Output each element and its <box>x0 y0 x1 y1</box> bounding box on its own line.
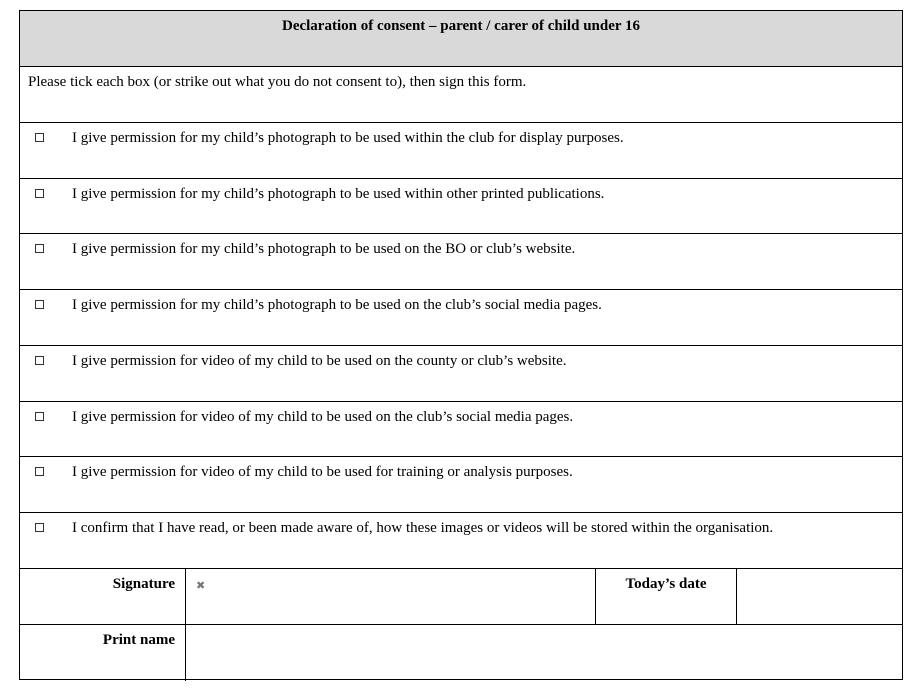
signature-label: Signature <box>20 569 186 624</box>
consent-form <box>19 10 903 680</box>
consent-checkbox[interactable] <box>35 244 44 253</box>
signature-field[interactable] <box>186 569 596 624</box>
consent-row <box>20 346 902 402</box>
consent-row <box>20 123 902 179</box>
instructions-row <box>20 67 902 123</box>
consent-text: I give permission for video of my child to be used for training or analysis purposes. <box>72 464 573 480</box>
consent-checkbox[interactable] <box>35 356 44 365</box>
consent-row <box>20 179 902 234</box>
consent-row <box>20 402 902 457</box>
consent-text: I give permission for my child’s photograph to be used within other printed publications. <box>72 186 605 202</box>
consent-checkbox[interactable] <box>35 523 44 532</box>
consent-text: I give permission for video of my child to be used on the county or club’s website. <box>72 353 567 369</box>
signature-marker-icon: ✖ <box>196 580 206 592</box>
consent-row <box>20 513 902 569</box>
consent-checkbox[interactable] <box>35 189 44 198</box>
date-field[interactable] <box>737 569 902 624</box>
instructions-text: Please tick each box (or strike out what you do not consent to), then sign this form. <box>28 74 527 90</box>
form-header <box>20 11 902 67</box>
consent-text: I give permission for my child’s photograph to be used on the BO or club’s website. <box>72 241 576 257</box>
print-name-row <box>20 625 902 681</box>
consent-checkbox[interactable] <box>35 412 44 421</box>
consent-text: I give permission for video of my child to be used on the club’s social media pages. <box>72 409 574 425</box>
consent-text: I give permission for my child’s photograph to be used within the club for display purposes. <box>72 130 624 146</box>
print-name-field[interactable] <box>186 625 902 681</box>
consent-checkbox[interactable] <box>35 467 44 476</box>
print-name-label: Print name <box>20 625 186 681</box>
consent-text: I confirm that I have read, or been made aware of, how these images or videos will be stored within the organisation. <box>72 520 774 536</box>
consent-checkbox[interactable] <box>35 300 44 309</box>
date-label: Today’s date <box>596 569 737 624</box>
consent-checkbox[interactable] <box>35 133 44 142</box>
consent-row <box>20 457 902 513</box>
consent-row <box>20 234 902 290</box>
consent-text: I give permission for my child’s photograph to be used on the club’s social media pages. <box>72 297 602 313</box>
form-title: Declaration of consent – parent / carer of child under 16 <box>281 18 641 34</box>
signature-row <box>20 569 902 625</box>
consent-row <box>20 290 902 346</box>
